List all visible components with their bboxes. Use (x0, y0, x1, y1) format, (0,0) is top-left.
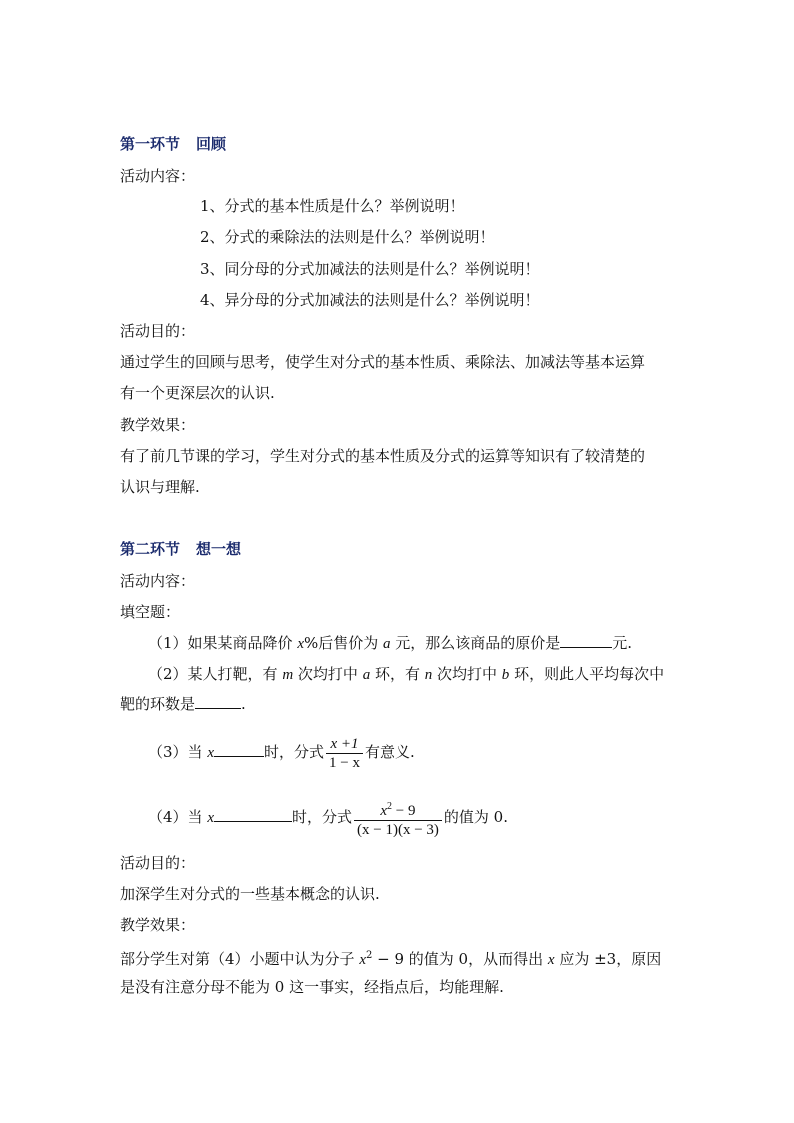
section1-effect-line1: 有了前几节课的学习，学生对分式的基本性质及分式的运算等知识有了较清楚的 (120, 447, 646, 465)
q2-text-2: 次均打中 (293, 665, 363, 683)
section1-goal-label: 活动目的： (120, 322, 196, 340)
q2-text-4: 次均打中 (432, 665, 502, 683)
section2-content-label: 活动内容： (120, 572, 196, 590)
question-2-line1 (148, 664, 664, 685)
q2-var-b: b (501, 667, 510, 683)
q1-answer-blank[interactable] (560, 633, 612, 648)
effect-var-x: x (359, 952, 366, 968)
q1-text-4: 元. (612, 634, 633, 652)
q2-var-n: n (424, 667, 433, 683)
section1-effect-line2: 认识与理解. (120, 478, 200, 496)
q4-numerator (354, 798, 442, 821)
section2-goal-line1: 加深学生对分式的一些基本概念的认识. (120, 885, 380, 903)
q4-denominator: (x − 1)(x − 3) (357, 821, 439, 838)
q2-var-m: m (282, 667, 294, 683)
section2-title-number: 第二环节 (120, 540, 181, 558)
q2-text-end: . (241, 695, 246, 713)
section1-goal-line2: 有一个更深层次的认识. (120, 384, 275, 402)
section2-goal-label: 活动目的： (120, 854, 196, 872)
effect-var-x2: x (547, 952, 555, 968)
q3-text-2: 时，分式 (263, 743, 324, 761)
effect-text-3: 应为 ±3，原因 (554, 950, 662, 968)
q2-text-6: 靶的环数是 (120, 695, 196, 713)
q1-text-1: （1）如果某商品降价 (148, 634, 298, 652)
q3-text-3: 有意义. (364, 743, 415, 761)
section2-effect-line1 (120, 946, 661, 970)
effect-text-1: 部分学生对第（4）小题中认为分子 (120, 950, 360, 968)
section1-item-2: 2、分式的乘除法的法则是什么？举例说明！ (200, 228, 495, 246)
section1-effect-label: 教学效果： (120, 416, 196, 434)
q1-var-a: a (383, 636, 391, 652)
q3-var-x: x (207, 745, 214, 761)
q4-var-x: x (207, 810, 214, 826)
q3-answer-blank[interactable] (214, 742, 264, 757)
question-3 (148, 732, 415, 773)
section2-title (120, 539, 241, 559)
section2-title-text: 想一想 (196, 540, 242, 558)
section1-title-number: 第一环节 (120, 135, 181, 153)
q1-text-2: %后售价为 (303, 634, 384, 652)
q3-numerator: x +1 (326, 735, 363, 754)
question-1 (148, 633, 632, 654)
section1-item-1: 1、分式的基本性质是什么？举例说明！ (200, 197, 465, 215)
q3-denominator: 1 − x (329, 754, 360, 771)
q4-num-exp: 2 (387, 800, 393, 812)
q4-text-1: （4）当 (148, 808, 208, 826)
q2-text-1: （2）某人打靶，有 (148, 665, 283, 683)
question-4 (148, 795, 508, 840)
section1-item-4: 4、异分母的分式加减法的法则是什么？举例说明！ (200, 291, 540, 309)
section1-content-label: 活动内容： (120, 167, 196, 185)
q1-text-3: 元，那么该商品的原价是 (390, 634, 561, 652)
q3-fraction (326, 735, 363, 772)
q2-text-5: 环，则此人平均每次中 (509, 665, 665, 683)
q4-answer-blank[interactable] (214, 807, 292, 822)
q4-text-2: 时，分式 (291, 808, 352, 826)
q4-text-3: 的值为 0. (443, 808, 508, 826)
section2-effect-label: 教学效果： (120, 916, 196, 934)
question-2-line2 (120, 694, 246, 714)
q2-text-3: 环，有 (370, 665, 425, 683)
section1-goal-line1: 通过学生的回顾与思考，使学生对分式的基本性质、乘除法、加减法等基本运算 (120, 353, 646, 371)
q2-answer-blank[interactable] (195, 694, 241, 709)
q4-fraction (354, 798, 442, 839)
q4-num-tail: − 9 (392, 802, 416, 819)
effect-exp: 2 (366, 950, 373, 961)
q3-text-1: （3）当 (148, 743, 208, 761)
q4-num-x: x (380, 802, 388, 819)
fill-in-label: 填空题： (120, 603, 181, 621)
section1-title-text: 回顾 (196, 135, 227, 153)
q2-var-a: a (362, 667, 371, 683)
q1-var-x: x (297, 636, 304, 652)
effect-text-2: − 9 的值为 0，从而得出 (372, 950, 548, 968)
section2-effect-line2: 是没有注意分母不能为 0 这一事实，经指点后，均能理解. (120, 978, 504, 996)
section1-title (120, 134, 226, 154)
section1-item-3: 3、同分母的分式加减法的法则是什么？举例说明！ (200, 260, 540, 278)
